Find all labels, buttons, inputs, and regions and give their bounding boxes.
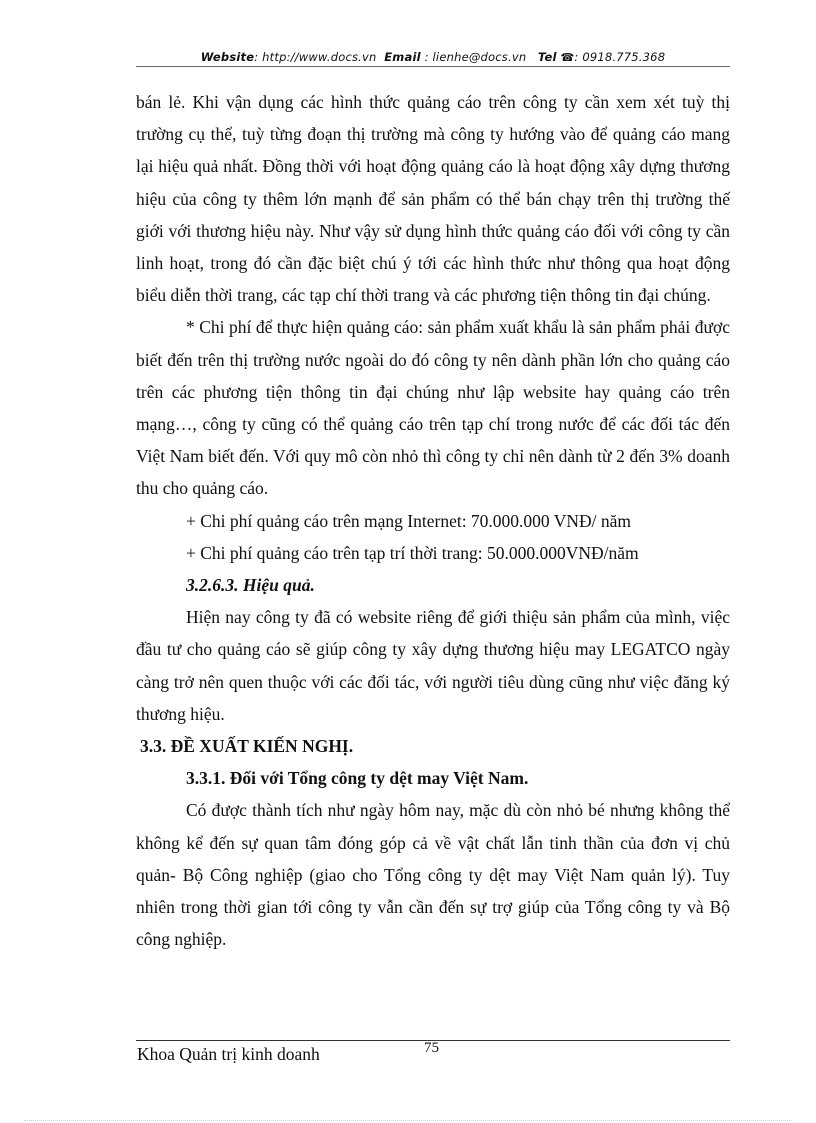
page-content [136, 86, 730, 955]
paragraph-advertising-cost: * Chi phí để thực hiện quảng cáo: sản phẩm xuất khẩu là sản phẩm phải được biết đến trên thị trường nước ngoài do đó công ty nên dành phần lớn cho quảng cáo trên các phương tiện thông tin đại chúng như lập website hay quảng cáo trên mạng…, công ty cũng có thể quảng cáo trên tạp chí trong nước để các đối tác đến Việt Nam biết đến. Với quy mô còn nhỏ thì công ty chỉ nên dành từ 2 đến 3% doanh thu cho quảng cáo. [136, 317, 730, 499]
paragraph-advertising-forms: bán lẻ. Khi vận dụng các hình thức quảng cáo trên công ty cần xem xét tuỳ thị trường cụ thể, tuỳ từng đoạn thị trường mà công ty hướng vào để quảng cáo mang lại hiệu quả nhất. Đồng thời với hoạt động quảng cáo là hoạt động xây dựng thương hiệu của công ty thêm lớn mạnh để sản phẩm có thể bán chạy trên thị trường thế giới với thương hiệu này. Như vậy sử dụng hình thức quảng cáo đối với công ty cần linh hoạt, trong đó cần đặc biệt chú ý tới các hình thức như thông qua hoạt động biểu diễn thời trang, các tạp chí thời trang và các phương tiện thông tin đại chúng. [136, 92, 730, 306]
cost-magazine: + Chi phí quảng cáo trên tạp trí thời trang: 50.000.000VNĐ/năm [186, 542, 639, 563]
footer-faculty: Khoa Quản trị kinh doanh [137, 1044, 320, 1064]
website-label: Website [200, 50, 255, 64]
paragraph-vinatex: Có được thành tích như ngày hôm nay, mặc dù còn nhỏ bé nhưng không thể không kể đến sự quan tâm đóng góp cả về vật chất lẫn tinh thần của đơn vị chủ quản- Bộ Công nghiệp (giao cho Tổng công ty dệt may Việt Nam quản lý). Tuy nhiên trong thời gian tới công ty vẫn cần đến sự trợ giúp của Tổng công ty và Bộ công nghiệp. [136, 800, 730, 950]
page-number: 75 [424, 1040, 439, 1056]
website-value: : http://www.docs.vn [254, 50, 377, 64]
phone-icon: ☎ [560, 51, 575, 64]
paragraph-effectiveness: Hiện nay công ty đã có website riêng để giới thiệu sản phẩm của mình, việc đầu tư cho quảng cáo sẽ giúp công ty xây dựng thương hiệu may LEGATCO ngày càng trở nên quen thuộc với các đối tác, với người tiêu dùng cũng như việc đăng ký thương hiệu. [136, 607, 730, 724]
heading-vinatex: 3.3.1. Đối với Tổng công ty dệt may Việt Nam. [186, 768, 529, 789]
cost-internet: + Chi phí quảng cáo trên mạng Internet: 70.000.000 VNĐ/ năm [186, 510, 632, 531]
tel-label: Tel [537, 50, 557, 64]
heading-proposals: 3.3. ĐỀ XUẤT KIẾN NGHỊ. [140, 736, 354, 757]
heading-effectiveness: 3.2.6.3. Hiệu quả. [186, 575, 315, 596]
header-divider [136, 66, 730, 67]
tel-value: : 0918.775.368 [574, 50, 666, 64]
email-label: Email [384, 50, 421, 64]
page-header [136, 50, 730, 64]
email-value: : lienhe@docs.vn [424, 50, 527, 64]
page-bottom-border [24, 1120, 792, 1121]
